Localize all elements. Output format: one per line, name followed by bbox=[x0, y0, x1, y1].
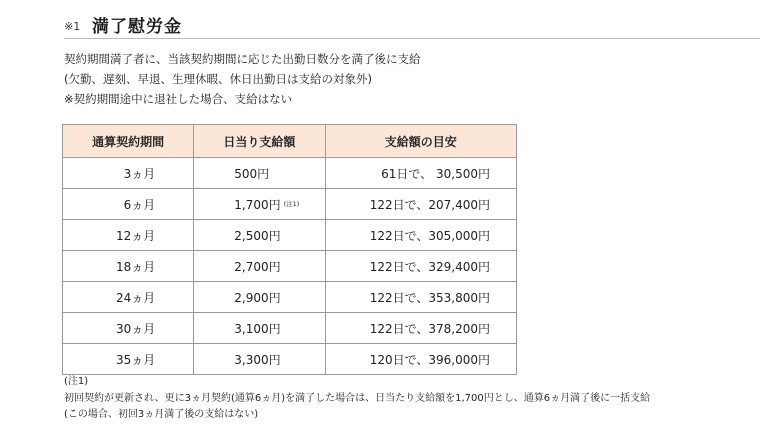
footnote-line: 初回契約が更新され、更に3ヵ月契約(通算6ヵ月)を満了した場合は、日当たり支給額を1,700円とし、通算6ヵ月満了後に一括支給 bbox=[64, 392, 651, 404]
period-cell: 18ヵ月 bbox=[63, 251, 194, 282]
daily-amount-cell bbox=[194, 158, 325, 189]
intro-line: (欠勤、遅刻、早退、生理休暇、休日出勤日は支給の対象外) bbox=[64, 72, 372, 86]
header-period: 通算契約期間 bbox=[63, 125, 194, 158]
table-header-row bbox=[63, 125, 517, 158]
footnote-line: (この場合、初回3ヵ月満了後の支給はない) bbox=[64, 409, 259, 420]
payment-table bbox=[62, 124, 517, 375]
table-row bbox=[63, 158, 517, 189]
intro-line: ※契約期間途中に退社した場合、支給はない bbox=[64, 92, 293, 106]
daily-amount-cell bbox=[194, 344, 325, 375]
note-reference: (注1) bbox=[283, 199, 300, 208]
daily-amount: 2,900円 bbox=[234, 290, 281, 305]
table-row bbox=[63, 344, 517, 375]
footnote-mark: ※1 bbox=[64, 20, 81, 33]
daily-amount-cell bbox=[194, 189, 325, 220]
period-cell: 6ヵ月 bbox=[63, 189, 194, 220]
header-guide-amount: 支給額の目安 bbox=[325, 125, 516, 158]
guide-amount-cell: 120日で、396,000円 bbox=[325, 344, 516, 375]
period-cell: 24ヵ月 bbox=[63, 282, 194, 313]
daily-amount-cell bbox=[194, 282, 325, 313]
daily-amount-cell bbox=[194, 313, 325, 344]
guide-amount-cell: 122日で、353,800円 bbox=[325, 282, 516, 313]
period-cell: 3ヵ月 bbox=[63, 158, 194, 189]
header-daily-amount: 日当り支給額 bbox=[194, 125, 325, 158]
daily-amount: 3,100円 bbox=[234, 321, 281, 336]
table-row bbox=[63, 313, 517, 344]
footnote-label: (注1) bbox=[64, 376, 89, 387]
guide-amount-cell: 122日で、329,400円 bbox=[325, 251, 516, 282]
daily-amount: 1,700円 bbox=[234, 197, 281, 212]
daily-amount: 3,300円 bbox=[234, 352, 281, 367]
period-cell: 35ヵ月 bbox=[63, 344, 194, 375]
guide-amount-cell: 61日で、 30,500円 bbox=[325, 158, 516, 189]
daily-amount-cell bbox=[194, 220, 325, 251]
intro-line: 契約期間満了者に、当該契約期間に応じた出勤日数分を満了後に支給 bbox=[64, 52, 421, 66]
guide-amount-cell: 122日で、378,200円 bbox=[325, 313, 516, 344]
table-row bbox=[63, 189, 517, 220]
period-cell: 12ヵ月 bbox=[63, 220, 194, 251]
daily-amount: 500円 bbox=[234, 166, 270, 181]
daily-amount: 2,700円 bbox=[234, 259, 281, 274]
daily-amount-cell bbox=[194, 251, 325, 282]
guide-amount-cell: 122日で、305,000円 bbox=[325, 220, 516, 251]
footnotes bbox=[64, 374, 650, 424]
section-heading bbox=[64, 10, 760, 39]
table-row bbox=[63, 282, 517, 313]
intro-text bbox=[64, 49, 421, 109]
period-cell: 30ヵ月 bbox=[63, 313, 194, 344]
guide-amount-cell: 122日で、207,400円 bbox=[325, 189, 516, 220]
table-row bbox=[63, 220, 517, 251]
daily-amount: 2,500円 bbox=[234, 228, 281, 243]
section-title: 満了慰労金 bbox=[92, 17, 182, 37]
table-row bbox=[63, 251, 517, 282]
